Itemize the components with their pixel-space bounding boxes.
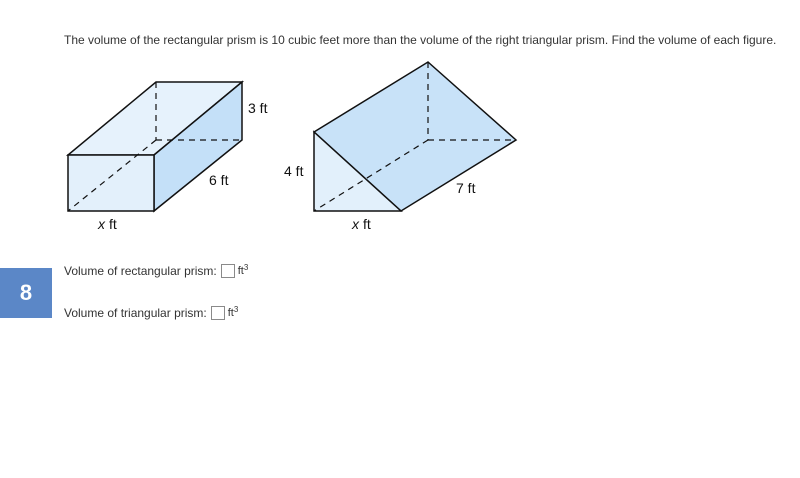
tri-base-label: x ft	[352, 216, 371, 232]
question-number-badge: 8	[0, 268, 52, 318]
rect-width-label: x ft	[98, 216, 117, 232]
triangular-prism	[284, 62, 516, 232]
tri-volume-label: Volume of triangular prism:	[64, 306, 207, 320]
tri-volume-input[interactable]	[211, 306, 225, 320]
tri-length-label: 7 ft	[456, 180, 476, 196]
rect-volume-unit: $ft^3$	[237, 263, 249, 277]
rect-volume-input[interactable]	[221, 264, 235, 278]
rect-front-face	[68, 155, 154, 211]
rect-depth-label: 6 ft	[209, 172, 229, 188]
tri-height-label: 4 ft	[284, 163, 304, 179]
problem-text: The volume of the rectangular prism is 10 cubic feet more than the volume of the right triangular prism. Find the volume of each figure.	[64, 33, 777, 47]
tri-volume-answer-row	[64, 306, 238, 320]
rectangular-prism	[68, 82, 268, 232]
tri-volume-unit: $ft^3$	[227, 305, 239, 319]
rect-volume-answer-row	[64, 264, 248, 278]
rect-height-label: 3 ft	[248, 100, 268, 116]
rect-volume-label: Volume of rectangular prism:	[64, 264, 217, 278]
